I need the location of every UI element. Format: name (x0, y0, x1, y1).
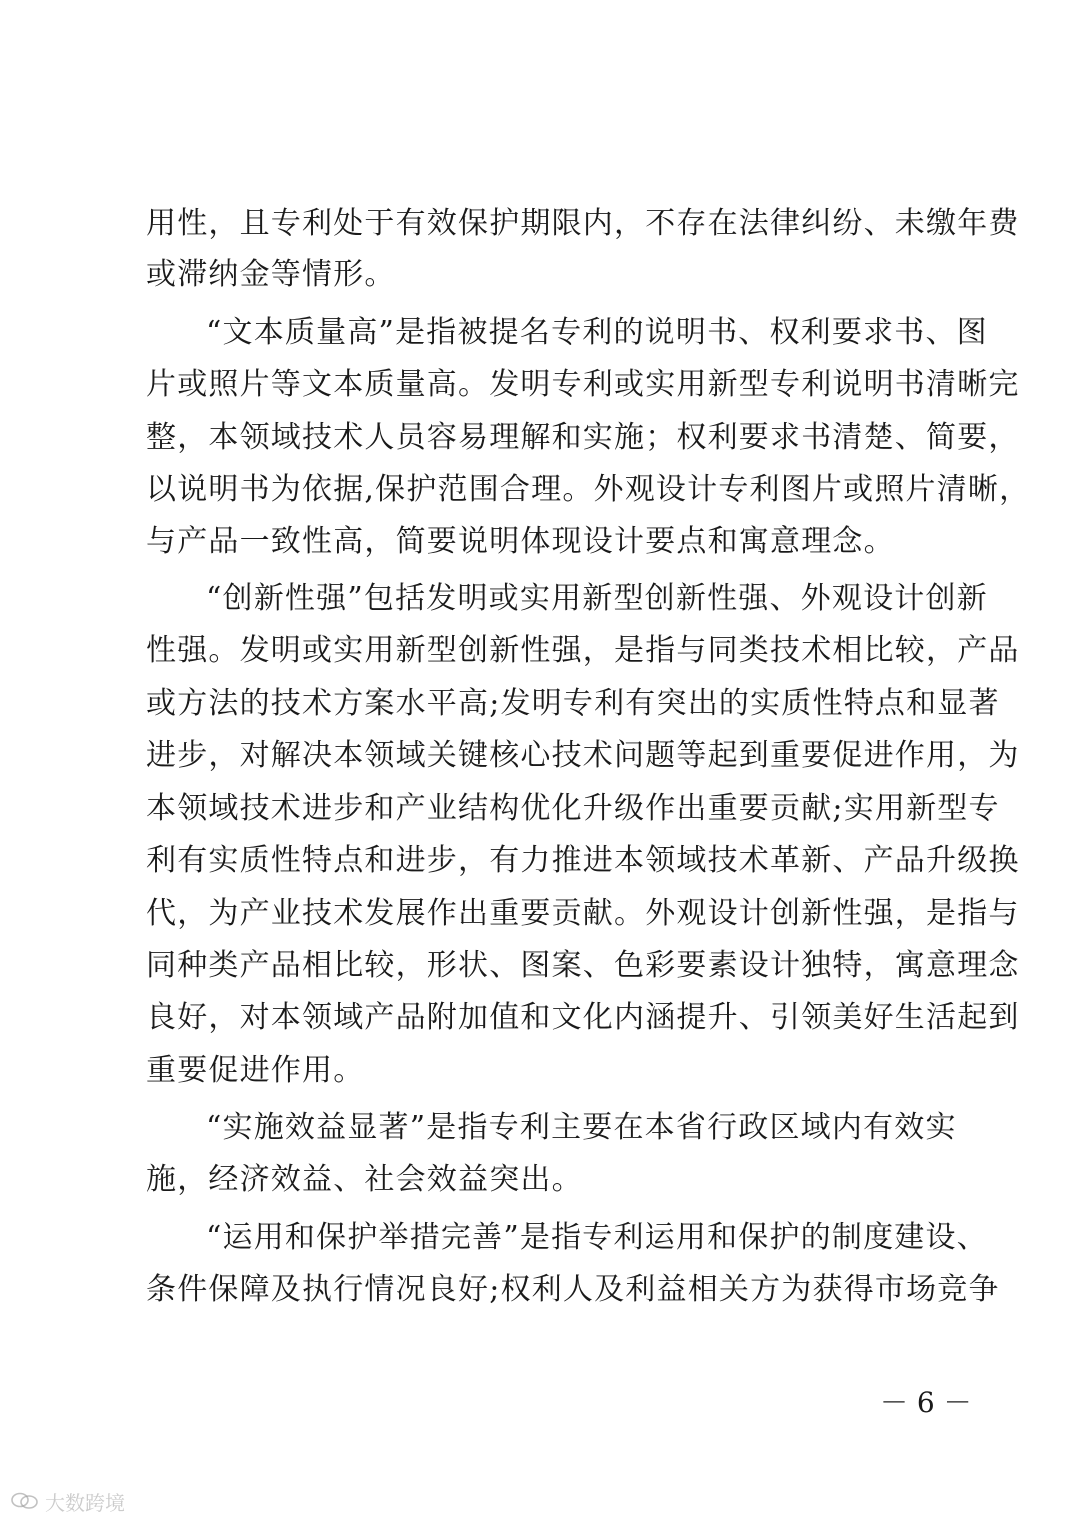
text-line: 同种类产品相比较，形状、图案、色彩要素设计独特，寓意理念 (146, 948, 1020, 983)
text-line: 用性，且专利处于有效保护期限内，不存在法律纠纷、未缴年费 (146, 206, 1020, 241)
text-line: 与产品一致性高，简要说明体现设计要点和寓意理念。 (146, 524, 895, 559)
text-line: “实施效益显著”是指专利主要在本省行政区域内有效实 (206, 1110, 957, 1145)
text-line: 或方法的技术方案水平高;发明专利有突出的实质性特点和显著 (146, 686, 1000, 721)
chat-bubbles-icon (10, 1491, 40, 1511)
text-line: “运用和保护举措完善”是指专利运用和保护的制度建设、 (206, 1220, 988, 1255)
text-line: 片或照片等文本质量高。发明专利或实用新型专利说明书清晰完 (146, 367, 1020, 402)
text-line: 本领域技术进步和产业结构优化升级作出重要贡献;实用新型专 (146, 791, 1000, 826)
text-line: 性强。发明或实用新型创新性强，是指与同类技术相比较，产品 (146, 633, 1020, 668)
text-line: 进步，对解决本领域关键核心技术问题等起到重要促进作用，为 (146, 738, 1020, 773)
text-line: “文本质量高”是指被提名专利的说明书、权利要求书、图 (206, 315, 988, 350)
text-line: 条件保障及执行情况良好;权利人及利益相关方为获得市场竞争 (146, 1272, 1000, 1307)
text-line: 以说明书为依据,保护范围合理。外观设计专利图片或照片清晰， (146, 472, 1031, 507)
text-line: 良好，对本领域产品附加值和文化内涵提升、引领美好生活起到 (146, 1000, 1020, 1035)
text-line: 代，为产业技术发展作出重要贡献。外观设计创新性强，是指与 (146, 896, 1020, 931)
watermark (10, 1486, 125, 1516)
text-line: 施，经济效益、社会效益突出。 (146, 1162, 583, 1197)
text-line: 整，本领域技术人员容易理解和实施；权利要求书清楚、简要， (146, 420, 1020, 455)
text-line: “创新性强”包括发明或实用新型创新性强、外观设计创新 (206, 581, 988, 616)
watermark-text: 大数跨境 (45, 1490, 125, 1515)
text-line: 或滞纳金等情形。 (146, 257, 396, 292)
text-line: 利有实质性特点和进步，有力推进本领域技术革新、产品升级换 (146, 843, 1020, 878)
page-number: － 6 － (880, 1386, 972, 1419)
text-line: 重要促进作用。 (146, 1053, 365, 1088)
